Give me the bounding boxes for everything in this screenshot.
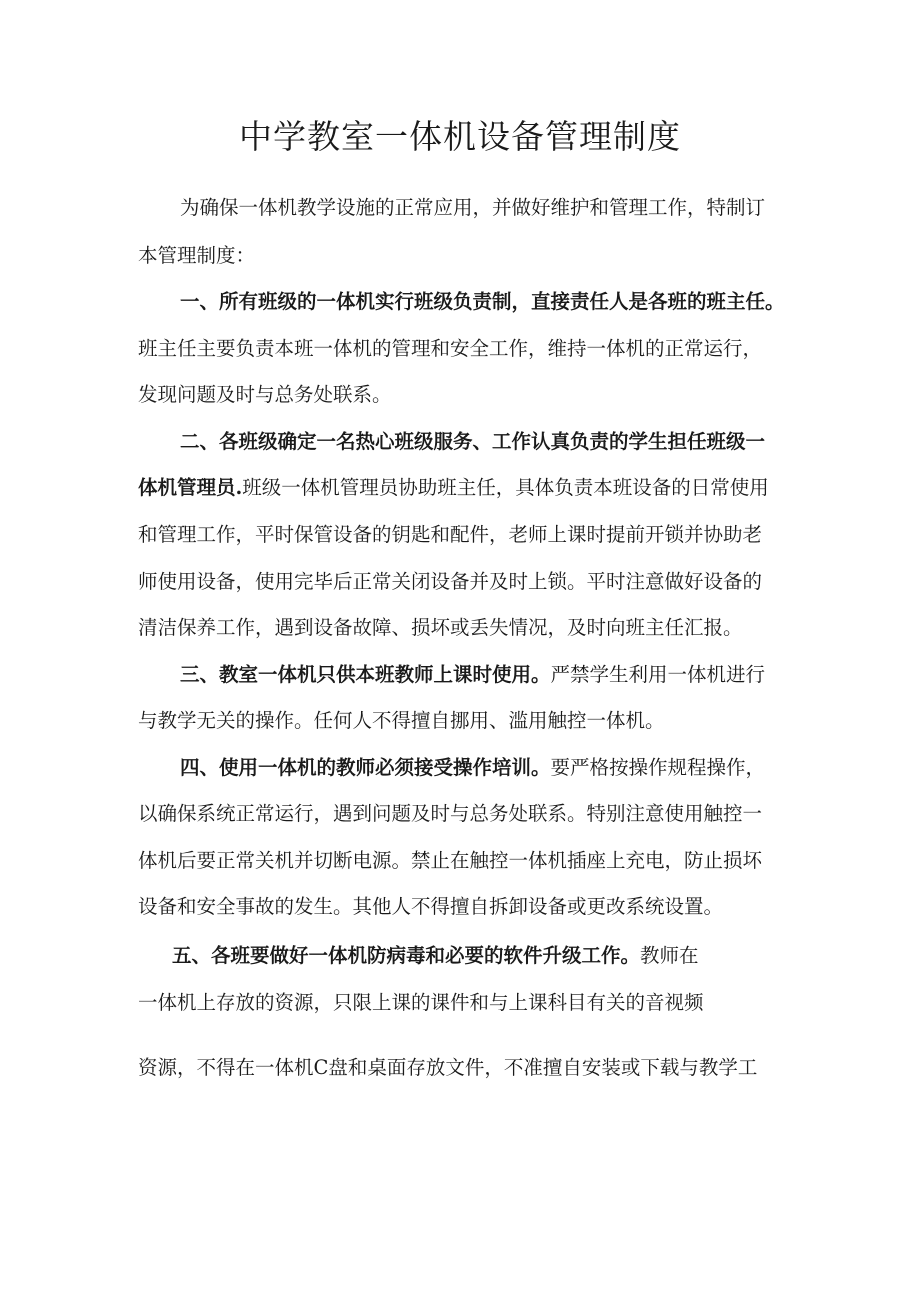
section-3-line-1 [180,659,765,691]
section-4-line-1-text: 要严格按操作规程操作， [550,756,766,779]
section-2-heading-1: 二、各班级确定一名热心班级服务、工作认真负责的学生担任班级一 [180,430,766,453]
section-5-line-2: 一体机上存放的资源，只限上课的课件和与上课科目有关的音视频 [138,991,704,1014]
section-2-line-2-text: 班级一体机管理员协助班主任，具体负责本班设备的日常使用 [242,476,769,499]
section-4-line-3: 体机后要正常关机并切断电源。禁止在触控一体机插座上充电，防止损坏 [138,849,763,872]
section-2-heading-2: 体机管理员. [138,476,243,499]
section-2-line-5: 清洁保养工作，遇到设备故障、损坏或丢失情况，及时向班主任汇报。 [138,616,743,639]
section-3-heading: 三、教室一体机只供本班教师上课时使用。 [180,663,551,686]
section-1-line-3: 发现问题及时与总务处联系。 [138,383,392,406]
section-1-line-2: 班主任主要负责本班一体机的管理和安全工作，维持一体机的正常运行， [138,337,763,360]
intro-line-1: 为确保一体机教学设施的正常应用，并做好维护和管理工作，特制订 [180,196,766,219]
intro-line-2: 本管理制度： [138,244,256,267]
section-3-line-2: 与教学无关的操作。任何人不得擅自挪用、滥用触控一体机。 [138,709,665,732]
section-4-heading: 四、使用一体机的教师必须接受操作培训。 [180,756,551,779]
section-5-line-1-text: 教师在 [640,944,699,967]
section-2-line-2 [138,472,769,504]
section-5-line-1 [172,940,699,972]
section-4-line-1 [180,752,765,784]
section-1-heading: 一、所有班级的一体机实行班级负责制，直接责任人是各班的班主任。 [180,290,785,313]
section-5-heading: 五、各班要做好一体机防病毒和必要的软件升级工作。 [172,944,641,967]
section-5-line-3: 资源，不得在一体机C盘和桌面存放文件，不准擅自安装或下载与教学工 [138,1056,758,1079]
document-title: 中学教室一体机设备管理制度 [239,117,681,156]
section-2-line-4: 师使用设备，使用完毕后正常关闭设备并及时上锁。平时注意做好设备的 [138,570,763,593]
section-4-line-4: 设备和安全事故的发生。其他人不得擅自拆卸设备或更改系统设置。 [138,895,724,918]
section-2-line-3: 和管理工作，平时保管设备的钥匙和配件，老师上课时提前开锁并协助老 [138,523,763,546]
section-4-line-2: 以确保系统正常运行，遇到问题及时与总务处联系。特别注意使用触控一 [138,802,763,825]
section-3-line-1-text: 严禁学生利用一体机进行 [550,663,766,686]
